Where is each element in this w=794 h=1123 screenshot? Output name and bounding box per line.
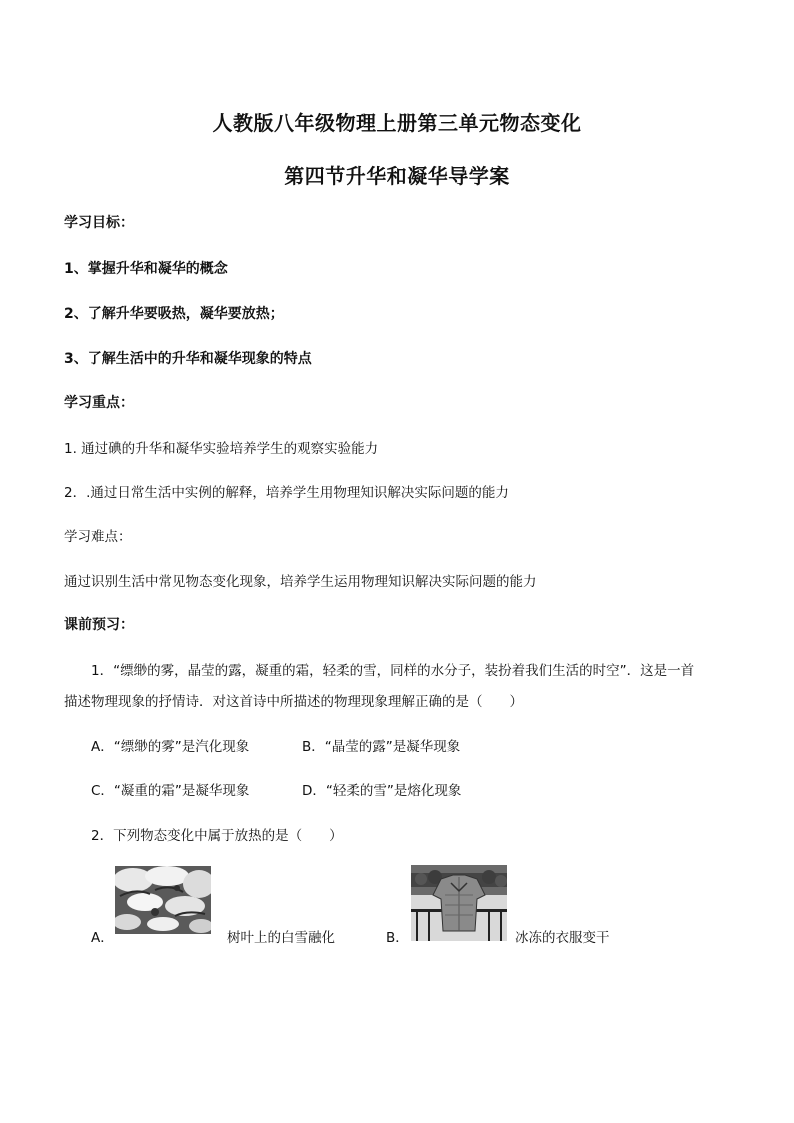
objective-item: 2、了解升华要吸热，凝华要放热； — [64, 306, 284, 322]
q2-option-a-text: 树叶上的白雪融化 — [227, 930, 335, 946]
question-1-line-2: 描述物理现象的抒情诗．对这首诗中所描述的物理现象理解正确的是（ ） — [64, 694, 523, 710]
q1-option-a: A．“缥缈的雾”是汽化现象 — [91, 739, 250, 755]
q2-option-a-letter: A． — [91, 930, 114, 946]
question-1-line-1: 1．“缥缈的雾，晶莹的露，凝重的霜，轻柔的雪，同样的水分子，装扮着我们生活的时空”．这是一首 — [91, 663, 695, 679]
snow-on-leaves-photo — [115, 866, 211, 934]
objective-item: 3、了解生活中的升华和凝华现象的特点 — [64, 351, 312, 367]
difficulties-text: 通过识别生活中常见物态变化现象，培养学生运用物理知识解决实际问题的能力 — [64, 574, 537, 590]
document-subtitle: 第四节升华和凝华导学案 — [284, 164, 510, 188]
key-point-item: 2．.通过日常生活中实例的解释，培养学生用物理知识解决实际问题的能力 — [64, 485, 509, 501]
key-point-item: 1. 通过碘的升华和凝华实验培养学生的观察实验能力 — [64, 441, 379, 457]
difficulties-heading: 学习难点： — [64, 529, 132, 545]
preview-heading: 课前预习： — [64, 617, 134, 633]
q2-option-b-letter: B． — [386, 930, 409, 946]
q2-option-b-text: 冰冻的衣服变干 — [515, 930, 610, 946]
q1-option-c: C．“凝重的霜”是凝华现象 — [91, 783, 250, 799]
objective-item: 1、掌握升华和凝华的概念 — [64, 261, 228, 277]
question-2: 2．下列物态变化中属于放热的是（ ） — [91, 828, 343, 844]
objectives-heading: 学习目标： — [64, 215, 134, 231]
q1-option-d: D．“轻柔的雪”是熔化现象 — [302, 783, 462, 799]
frozen-clothes-photo — [411, 865, 507, 941]
key-points-heading: 学习重点： — [64, 395, 134, 411]
document-title: 人教版八年级物理上册第三单元物态变化 — [212, 111, 582, 135]
q1-option-b: B．“晶莹的露”是凝华现象 — [302, 739, 461, 755]
